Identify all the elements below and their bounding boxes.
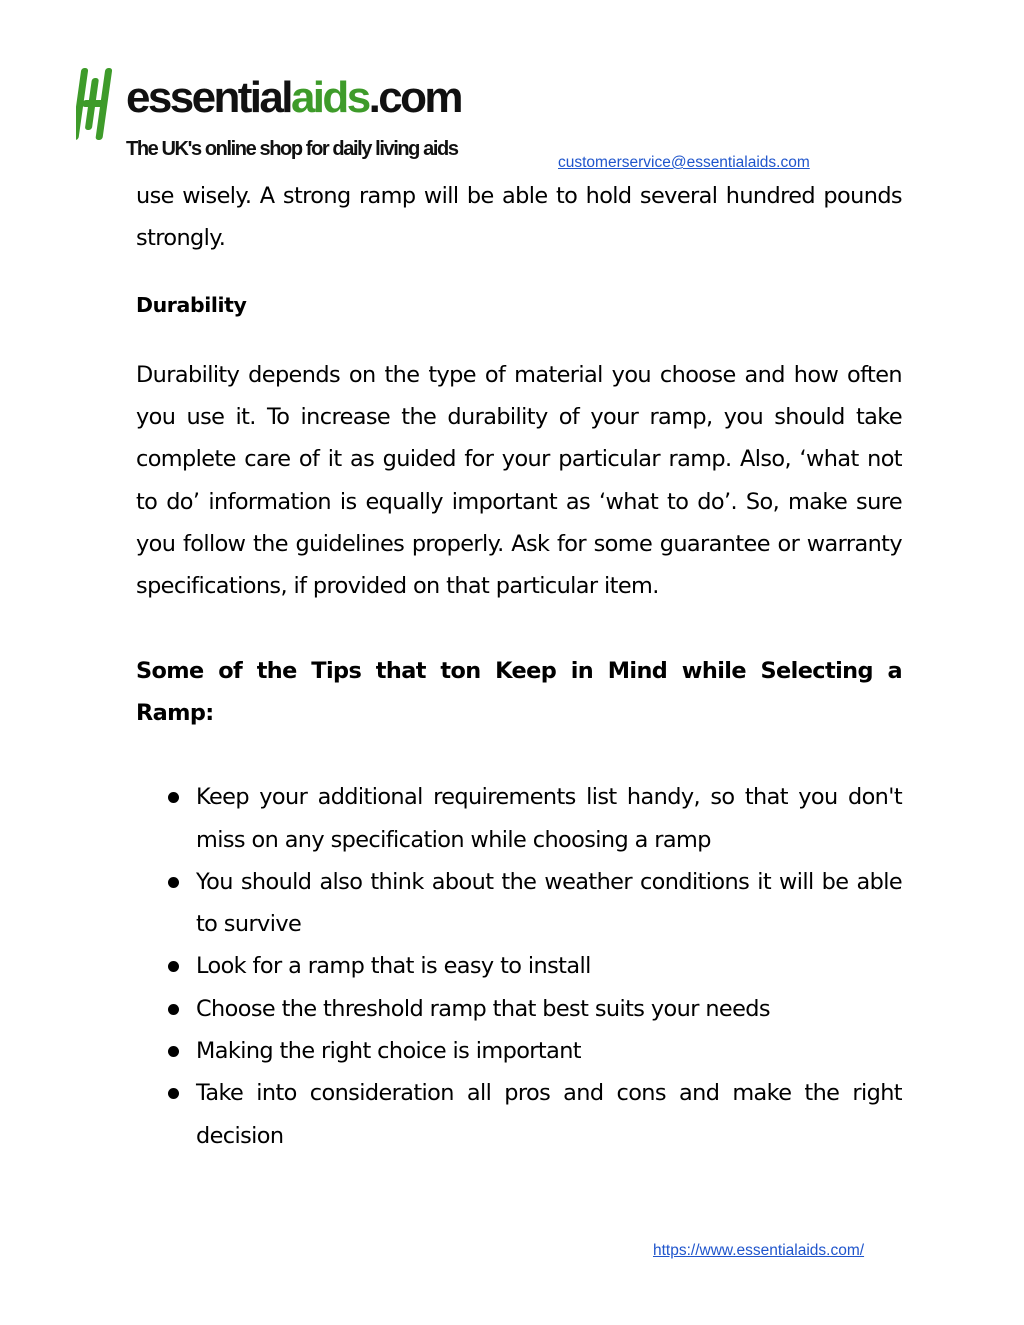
list-item-text: You should also think about the weather conditions it will be able to survive: [196, 868, 902, 938]
document-body: [136, 175, 902, 1157]
list-item-text: Keep your additional requirements list handy, so that you don't miss on any specification while choosing a ramp: [196, 784, 902, 853]
durability-heading: Durability: [136, 292, 247, 317]
list-item: [136, 861, 902, 946]
bullet-icon: [168, 1088, 179, 1099]
essentialaids-logo[interactable]: [76, 60, 461, 170]
bullet-icon: [168, 1004, 179, 1015]
logo-brand-accent: aids: [290, 73, 369, 122]
customer-service-email-link[interactable]: customerservice@essentialaids.com: [558, 154, 810, 171]
list-item-text: Take into consideration all pros and cons and make the right decision: [196, 1080, 902, 1149]
durability-paragraph: Durability depends on the type of material you choose and how often you use it. To increase the durability of your ramp, you should take complete care of it as guided for your particular ramp. Also, ‘what not to do’ information is equally important as ‘what to do’. So, make sure you follow the guidelines properly. Ask for some guarantee or warranty specifications, if provided on that particular item.: [136, 361, 902, 600]
list-item: [136, 1030, 902, 1072]
list-item: [136, 776, 902, 861]
logo-wordmark: [126, 72, 461, 124]
logo-brand-main: essential: [126, 73, 291, 122]
ea-logo-mark-icon: [76, 64, 120, 146]
list-item: [136, 945, 902, 987]
bullet-icon: [168, 792, 179, 803]
logo-tagline: The UK's online shop for daily living aids: [126, 138, 458, 160]
list-item: [136, 988, 902, 1030]
page-header: [76, 60, 876, 180]
bullet-icon: [168, 961, 179, 972]
website-url-link[interactable]: https://www.essentialaids.com/: [653, 1242, 865, 1259]
tips-heading: Some of the Tips that ton Keep in Mind while Selecting a Ramp:: [136, 657, 902, 726]
logo-brand-suffix: .com: [368, 73, 461, 122]
list-item-text: Choose the threshold ramp that best suits your needs: [196, 995, 770, 1022]
list-item: [136, 1072, 902, 1157]
tips-list: [136, 776, 902, 1157]
list-item-text: Look for a ramp that is easy to install: [196, 953, 591, 980]
list-item-text: Making the right choice is important: [196, 1038, 581, 1065]
bullet-icon: [168, 877, 179, 888]
bullet-icon: [168, 1046, 179, 1057]
continuation-paragraph: use wisely. A strong ramp will be able to hold several hundred pounds strongly.: [136, 183, 902, 252]
